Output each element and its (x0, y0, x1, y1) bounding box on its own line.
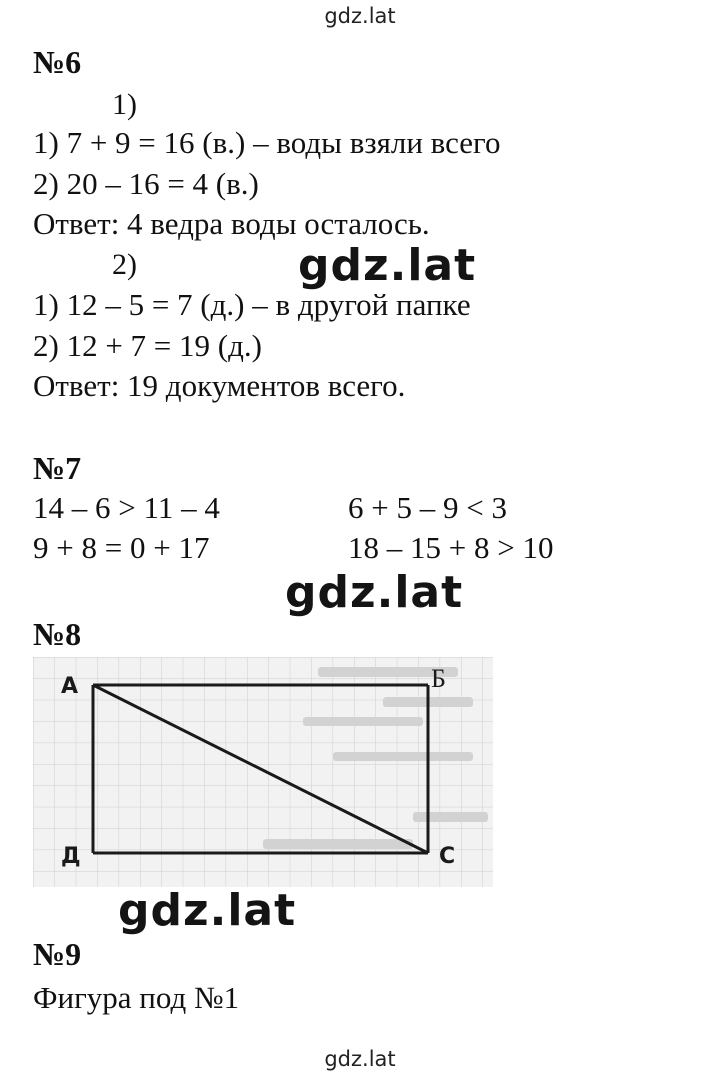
task7-left-2: 9 + 8 = 0 + 17 (33, 530, 210, 565)
task7-title: №7 (33, 450, 82, 486)
task9-title: №9 (33, 936, 82, 972)
site-label-bottom: gdz.lat (324, 1047, 396, 1071)
task7-right-1: 6 + 5 – 9 < 3 (348, 490, 507, 525)
task6-title: №6 (33, 44, 82, 80)
vertex-a-label: А (61, 674, 79, 699)
vertex-d-label: Д (61, 844, 81, 869)
task6-part1-line2: 2) 20 – 16 = 4 (в.) (33, 166, 259, 201)
watermark: gdz.lat (298, 240, 477, 291)
task6-part2-line1: 1) 12 – 5 = 7 (д.) – в другой папке (33, 287, 471, 322)
task6-part2-line2: 2) 12 + 7 = 19 (д.) (33, 328, 262, 363)
rectangle-drawing (33, 657, 493, 887)
watermark: gdz.lat (118, 885, 297, 936)
task8-title: №8 (33, 616, 82, 652)
task6-part1-answer: Ответ: 4 ведра воды осталось. (33, 206, 430, 241)
vertex-c-label: С (439, 844, 456, 869)
task7-right-2: 18 – 15 + 8 > 10 (348, 530, 554, 565)
site-label-top: gdz.lat (324, 4, 396, 28)
grid-figure (33, 657, 493, 887)
watermark: gdz.lat (285, 567, 464, 618)
task7-left-1: 14 – 6 > 11 – 4 (33, 490, 220, 525)
task6-part1-label: 1) (112, 88, 137, 121)
task9-answer: Фигура под №1 (33, 980, 240, 1015)
task6-part2-label: 2) (112, 248, 137, 281)
task6-part2-answer: Ответ: 19 документов всего. (33, 368, 406, 403)
task6-part1-line1: 1) 7 + 9 = 16 (в.) – воды взяли всего (33, 125, 501, 160)
vertex-b-label: Б (431, 664, 446, 693)
